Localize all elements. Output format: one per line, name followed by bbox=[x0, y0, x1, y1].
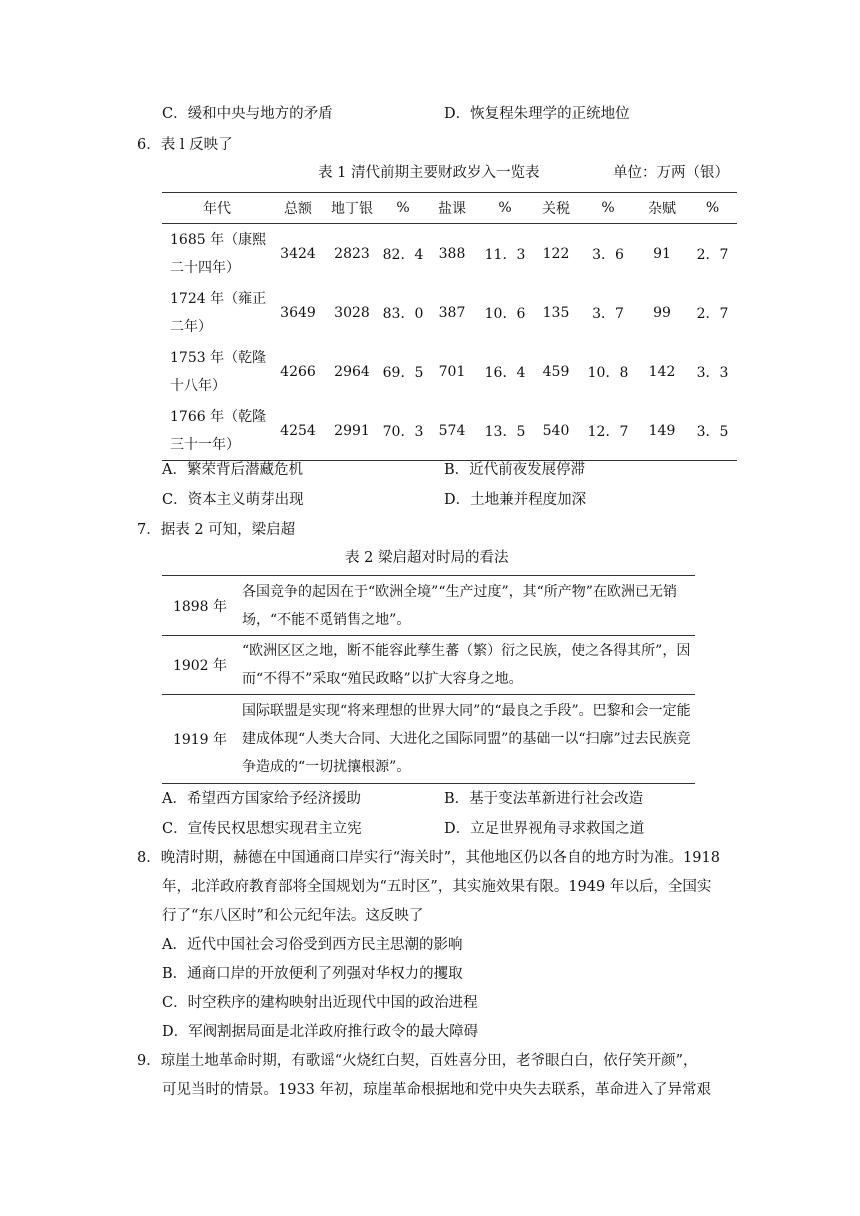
table2-year: 1898 年 bbox=[172, 598, 228, 615]
table1-cell: 149 bbox=[648, 422, 676, 439]
q5-option-d: D．恢复程朱理学的正统地位 bbox=[444, 106, 630, 122]
q5-option-c: C．缓和中央与地方的矛盾 bbox=[162, 106, 333, 122]
table1-cell: 3．3 bbox=[696, 364, 729, 381]
table1-header: 总额 bbox=[272, 193, 324, 224]
table1-cell: 12．7 bbox=[587, 423, 629, 440]
table2-text: 各国竞争的起因在于“欧洲全境”“生产过度”，其“所产物”在欧洲已无销场，“不能不觅销售之地”。 bbox=[242, 583, 677, 628]
table1-cell: 70．3 bbox=[382, 423, 424, 440]
table1-cell: 2．7 bbox=[696, 246, 729, 263]
q7-option-d: D．立足世界视角寻求救国之道 bbox=[444, 821, 645, 837]
table1-cell: 388 bbox=[438, 245, 466, 262]
table1-cell: 10．8 bbox=[587, 364, 629, 381]
table1-header: 年代 bbox=[162, 193, 272, 224]
table-row bbox=[162, 342, 737, 401]
q8-option-c: C．时空秩序的建构映射出近现代中国的政治进程 bbox=[162, 995, 478, 1011]
table1-cell: 3．7 bbox=[592, 305, 624, 322]
table1-cell: 13．5 bbox=[484, 423, 526, 440]
q8-stem-line: 行了“东八区时”和公元纪年法。这反映了 bbox=[162, 908, 424, 924]
table1-title: 表 1 清代前期主要财政岁入一览表 bbox=[318, 165, 540, 181]
table2-text: “欧洲区区之地，断不能容此孳生蕃（繁）衍之民族，使之各得其所”，因而“不得不”采取“殖民政略”以扩大容身之地。 bbox=[238, 636, 695, 695]
year-line: 1753 年（乾隆 bbox=[170, 349, 267, 366]
table1-cell: 135 bbox=[542, 304, 570, 321]
table1-header: 盐课 bbox=[426, 193, 478, 224]
year-line: 十八年） bbox=[170, 377, 226, 394]
table1-cell: 4254 bbox=[280, 422, 316, 439]
table1-year-cell bbox=[162, 401, 272, 461]
q6-option-a: A．繁荣背后潜藏危机 bbox=[162, 462, 303, 478]
q8-stem-line: 8．晚清时期，赫德在中国通商口岸实行“海关时”，其他地区仍以各自的地方时为准。1918 bbox=[137, 850, 720, 866]
table1-cell: 83．0 bbox=[382, 305, 424, 322]
table2-title: 表 2 梁启超对时局的看法 bbox=[345, 550, 509, 566]
table1-cell: 574 bbox=[438, 422, 466, 439]
table1-cell: 3649 bbox=[280, 304, 316, 321]
table1-cell: 2964 bbox=[334, 363, 370, 380]
q8-option-a: A．近代中国社会习俗受到西方民主思潮的影响 bbox=[162, 937, 463, 953]
table1-cell: 3424 bbox=[280, 245, 316, 262]
table-row bbox=[162, 636, 695, 695]
table1-cell: 122 bbox=[542, 245, 570, 262]
q9-stem-line: 可见当时的情景。1933 年初，琼崖革命根据地和党中央失去联系，革命进入了异常艰 bbox=[162, 1082, 712, 1098]
year-line: 二年） bbox=[170, 318, 212, 335]
table1-header: % bbox=[380, 193, 426, 224]
table1-unit: 单位：万两（银） bbox=[613, 165, 729, 181]
table1-header-row bbox=[162, 193, 737, 224]
table1-header: % bbox=[580, 193, 636, 224]
table1-cell: 540 bbox=[542, 422, 570, 439]
table1-cell: 142 bbox=[648, 363, 676, 380]
q7-stem: 7．据表 2 可知，梁启超 bbox=[137, 522, 296, 538]
table1-header: 关税 bbox=[532, 193, 580, 224]
table1-cell: 3028 bbox=[334, 304, 370, 321]
table-row bbox=[162, 401, 737, 461]
q8-option-b: B．通商口岸的开放便利了列强对华权力的攫取 bbox=[162, 966, 463, 982]
year-line: 1685 年（康熙 bbox=[170, 231, 267, 248]
q9-stem-line: 9．琼崖土地革命时期，有歌谣“火烧红白契，百姓喜分田，老爷眼白白，依仔笑开颜”， bbox=[137, 1053, 698, 1069]
table1-cell: 69．5 bbox=[382, 364, 424, 381]
table1-cell: 387 bbox=[438, 304, 466, 321]
table2-year: 1902 年 bbox=[162, 636, 238, 695]
q8-stem-line: 年，北洋政府教育部将全国规划为“五时区”，其实施效果有限。1949 年以后，全国实 bbox=[162, 879, 712, 895]
table1-cell: 10．6 bbox=[484, 305, 526, 322]
q7-option-a: A．希望西方国家给予经济援助 bbox=[162, 791, 361, 807]
table2-year: 1919 年 bbox=[162, 695, 238, 784]
table1-cell: 3．5 bbox=[696, 423, 729, 440]
q6-option-d: D．土地兼并程度加深 bbox=[444, 492, 587, 508]
table1-cell: 99 bbox=[653, 304, 671, 321]
table1-header: % bbox=[478, 193, 532, 224]
q8-option-d: D．军阀割据局面是北洋政府推行政令的最大障碍 bbox=[162, 1024, 479, 1040]
year-line: 二十四年） bbox=[170, 259, 240, 276]
q6-option-c: C．资本主义萌芽出现 bbox=[162, 492, 304, 508]
table-row bbox=[162, 283, 737, 342]
q7-option-b: B．基于变法革新进行社会改造 bbox=[444, 791, 644, 807]
table1-header: 地丁银 bbox=[324, 193, 380, 224]
table1-cell: 2991 bbox=[334, 422, 370, 439]
year-line: 三十一年） bbox=[170, 436, 240, 453]
table1-cell: 459 bbox=[542, 363, 570, 380]
table1-cell: 701 bbox=[438, 363, 466, 380]
q6-option-b: B．近代前夜发展停滞 bbox=[444, 462, 586, 478]
table1-header: % bbox=[688, 193, 737, 224]
table1-cell: 2．7 bbox=[696, 305, 729, 322]
table1-header: 杂赋 bbox=[636, 193, 688, 224]
table-row bbox=[162, 695, 695, 784]
table1-year-cell bbox=[162, 283, 272, 342]
table1-cell: 3．6 bbox=[592, 246, 624, 263]
table1-year-cell bbox=[162, 342, 272, 401]
table1-cell: 91 bbox=[653, 245, 671, 262]
table1-cell: 2823 bbox=[334, 245, 370, 262]
table1 bbox=[162, 192, 737, 461]
year-line: 1724 年（雍正 bbox=[170, 290, 267, 307]
year-line: 1766 年（乾隆 bbox=[170, 408, 267, 425]
q7-option-c: C．宣传民权思想实现君主立宪 bbox=[162, 821, 362, 837]
table1-cell: 11．3 bbox=[484, 246, 526, 263]
table2 bbox=[162, 575, 695, 784]
table2-text: 国际联盟是实现“将来理想的世界大同”的“最良之手段”。巴黎和会一定能建成体现“人类大合同、大进化之国际同盟”的基础一以“扫廓”过去民族竞争造成的“一切扰攘根源”。 bbox=[238, 695, 695, 784]
table1-cell: 16．4 bbox=[484, 364, 526, 381]
table1-year-cell bbox=[162, 224, 272, 284]
table-row bbox=[162, 576, 695, 636]
table1-cell: 82．4 bbox=[382, 246, 424, 263]
table-row bbox=[162, 224, 737, 284]
q6-stem: 6．表 l 反映了 bbox=[137, 137, 233, 153]
table1-cell: 4266 bbox=[280, 363, 316, 380]
